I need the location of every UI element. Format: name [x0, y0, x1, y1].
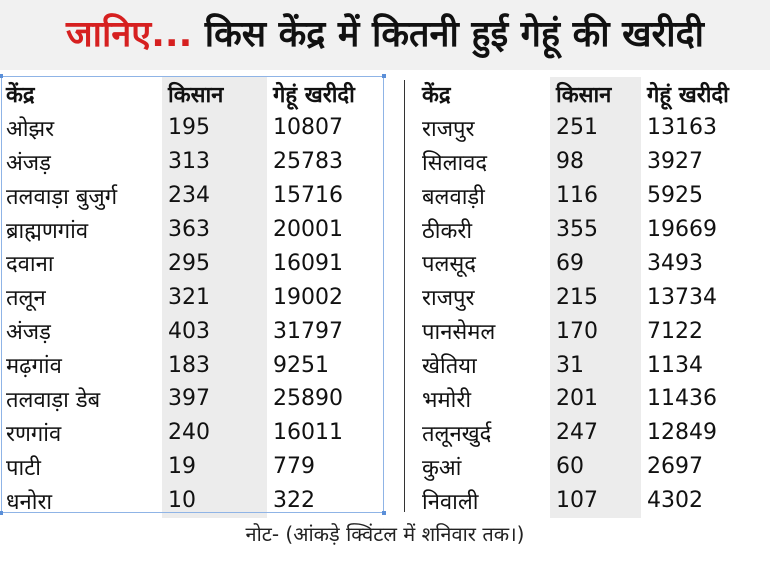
column-divider — [404, 80, 405, 512]
table-row — [416, 145, 755, 179]
farmers-count-cell: 403 — [162, 314, 267, 348]
farmers-count-cell: 170 — [550, 314, 641, 348]
farmers-count-cell: 215 — [550, 280, 641, 314]
center-name-cell: पाटी — [6, 455, 41, 481]
purchase-quantity-cell: 3927 — [647, 149, 703, 175]
farmers-count-cell: 234 — [162, 179, 267, 213]
purchase-quantity-cell: 3493 — [647, 250, 703, 276]
table-row — [416, 111, 755, 145]
farmers-count-cell: 107 — [550, 484, 641, 518]
center-name-cell: अंजड़ — [6, 150, 51, 176]
table-row — [0, 179, 384, 213]
table-row — [0, 314, 384, 348]
farmers-count-cell: 10 — [162, 484, 267, 518]
left-procurement-table — [0, 77, 384, 518]
purchase-quantity-cell: 9251 — [273, 352, 329, 378]
center-name-cell: राजपुर — [422, 286, 475, 312]
farmers-count-cell: 19 — [162, 450, 267, 484]
farmers-count-cell: 247 — [550, 416, 641, 450]
table-row — [0, 246, 384, 280]
table-row — [416, 484, 755, 518]
center-name-cell: ब्राह्मणगांव — [6, 218, 89, 244]
headline-accent: जानिए... — [65, 14, 193, 55]
farmers-count-cell: 201 — [550, 382, 641, 416]
center-name-cell: मढ़गांव — [6, 354, 62, 380]
purchase-quantity-cell: 19669 — [647, 217, 717, 242]
center-name-cell: तलूनखुर्द — [422, 421, 492, 447]
table-row — [416, 450, 755, 484]
purchase-quantity-cell: 25783 — [273, 149, 343, 175]
farmers-count-cell: 363 — [162, 213, 267, 247]
purchase-quantity-cell: 20001 — [273, 217, 343, 242]
center-name-cell: बलवाड़ी — [422, 184, 485, 210]
center-name-cell: भमोरी — [422, 387, 472, 413]
center-name-cell: अंजड़ — [6, 320, 51, 346]
farmers-count-cell: 60 — [550, 450, 641, 484]
table-header-row — [416, 77, 755, 111]
purchase-quantity-cell: 13734 — [647, 284, 717, 310]
table-row — [416, 348, 755, 382]
center-name-cell: पलसूद — [422, 252, 476, 278]
column-header-purchase: गेहूं खरीदी — [273, 82, 355, 108]
center-name-cell: पानसेमल — [422, 320, 496, 346]
table-row — [0, 213, 384, 247]
table-row — [0, 450, 384, 484]
headline — [0, 0, 770, 70]
farmers-count-cell: 295 — [162, 246, 267, 280]
farmers-count-cell: 195 — [162, 111, 267, 145]
table-row — [0, 348, 384, 382]
farmers-count-cell: 98 — [550, 145, 641, 179]
purchase-quantity-cell: 19002 — [273, 284, 343, 310]
farmers-count-cell: 251 — [550, 111, 641, 145]
center-name-cell: निवाली — [422, 489, 479, 515]
column-header-center: केंद्र — [422, 82, 451, 108]
center-name-cell: कुआं — [422, 455, 462, 481]
purchase-quantity-cell: 13163 — [647, 115, 717, 141]
center-name-cell: तलवाड़ा डेब — [6, 387, 101, 413]
purchase-quantity-cell: 5925 — [647, 183, 703, 209]
farmers-count-cell: 31 — [550, 348, 641, 382]
purchase-quantity-cell: 10807 — [273, 115, 343, 141]
purchase-quantity-cell: 1134 — [647, 352, 703, 378]
purchase-quantity-cell: 15716 — [273, 183, 343, 209]
purchase-quantity-cell: 2697 — [647, 454, 703, 480]
center-name-cell: सिलावद — [422, 150, 488, 176]
table-row — [416, 416, 755, 450]
purchase-quantity-cell: 16091 — [273, 250, 343, 276]
center-name-cell: खेतिया — [422, 354, 477, 380]
farmers-count-cell: 313 — [162, 145, 267, 179]
table-row — [416, 280, 755, 314]
center-name-cell: ठीकरी — [422, 218, 473, 244]
purchase-quantity-cell: 25890 — [273, 386, 343, 412]
farmers-count-cell: 116 — [550, 179, 641, 213]
center-name-cell: राजपुर — [422, 116, 475, 142]
purchase-quantity-cell: 31797 — [273, 318, 343, 344]
center-name-cell: दवाना — [6, 252, 54, 278]
purchase-quantity-cell: 16011 — [273, 420, 343, 446]
column-header-center: केंद्र — [6, 82, 35, 108]
purchase-quantity-cell: 322 — [273, 488, 315, 514]
farmers-count-cell: 397 — [162, 382, 267, 416]
center-name-cell: तलवाड़ा बुजुर्ग — [6, 184, 118, 210]
purchase-quantity-cell: 779 — [273, 454, 315, 480]
center-name-cell: तलून — [6, 286, 46, 312]
center-name-cell: ओझर — [6, 116, 55, 142]
farmers-count-cell: 321 — [162, 280, 267, 314]
purchase-quantity-cell: 12849 — [647, 420, 717, 446]
table-header-row — [0, 77, 384, 111]
table-row — [0, 484, 384, 518]
purchase-quantity-cell: 11436 — [647, 386, 717, 412]
table-row — [416, 213, 755, 247]
farmers-count-cell: 240 — [162, 416, 267, 450]
purchase-quantity-cell: 7122 — [647, 318, 703, 344]
table-row — [416, 246, 755, 280]
headline-text: किस केंद्र में कितनी हुई गेहूं की खरीदी — [204, 14, 705, 55]
footnote: नोट- (आंकड़े क्विंटल में शनिवार तक।) — [245, 522, 525, 546]
table-row — [416, 382, 755, 416]
table-row — [416, 314, 755, 348]
farmers-count-cell: 69 — [550, 246, 641, 280]
column-header-farmers: किसान — [550, 77, 641, 111]
farmers-count-cell: 355 — [550, 213, 641, 247]
table-row — [0, 280, 384, 314]
farmers-count-cell: 183 — [162, 348, 267, 382]
table-row — [0, 111, 384, 145]
table-row — [0, 416, 384, 450]
table-row — [0, 382, 384, 416]
right-procurement-table — [416, 77, 755, 518]
center-name-cell: रणगांव — [6, 421, 62, 447]
column-header-purchase: गेहूं खरीदी — [647, 82, 729, 108]
column-header-farmers: किसान — [162, 77, 267, 111]
table-row — [416, 179, 755, 213]
table-row — [0, 145, 384, 179]
purchase-quantity-cell: 4302 — [647, 488, 703, 514]
center-name-cell: धनोरा — [6, 489, 53, 515]
